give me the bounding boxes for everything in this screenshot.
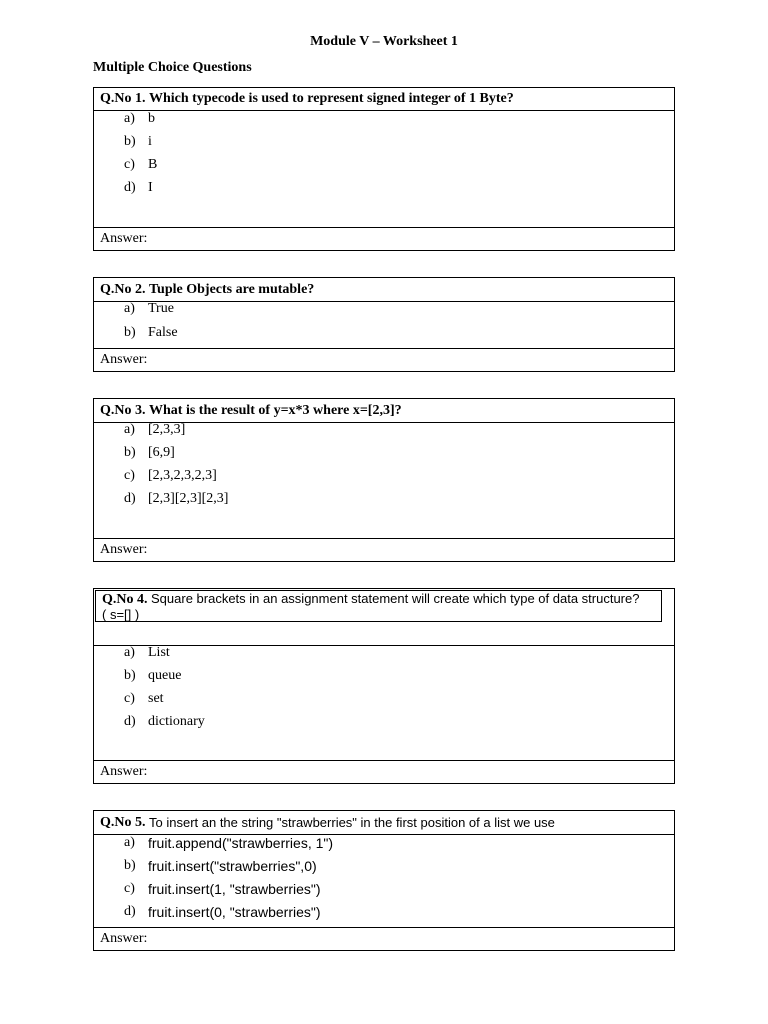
- section-heading: Multiple Choice Questions: [93, 60, 252, 75]
- question-1-text: Which typecode is used to represent signed integer of 1 Byte?: [149, 91, 514, 106]
- question-2-header: [94, 278, 674, 302]
- option-c: c) B: [124, 157, 158, 172]
- option-a: a) [2,3,3]: [124, 422, 186, 437]
- question-2-options: [94, 302, 674, 349]
- question-5-header: [94, 811, 674, 835]
- question-3-number: Q.No 3.: [100, 402, 146, 418]
- question-1-options: [94, 111, 674, 228]
- question-4-header: [94, 589, 674, 646]
- option-b: b) [6,9]: [124, 445, 175, 460]
- option-d: d) dictionary: [124, 714, 205, 729]
- answer-line: Answer:: [100, 931, 148, 946]
- question-3-options: [94, 423, 674, 539]
- question-2-text: Tuple Objects are mutable?: [149, 281, 315, 297]
- question-1: [93, 87, 675, 251]
- question-5-text: To insert an the string "strawberries" in the first position of a list we use: [149, 815, 555, 830]
- option-a: a) True: [124, 301, 174, 316]
- question-4-options: [94, 646, 674, 761]
- question-1-header: [94, 88, 674, 111]
- option-d: d) [2,3][2,3][2,3]: [124, 491, 229, 506]
- question-3: [93, 398, 675, 562]
- option-c: c) fruit.insert(1, "strawberries"): [124, 881, 321, 897]
- worksheet-title: Module V – Worksheet 1: [310, 34, 458, 49]
- question-4-number: Q.No 4.: [102, 592, 148, 607]
- option-d: d) fruit.insert(0, "strawberries"): [124, 904, 321, 920]
- question-5-options: [94, 835, 674, 928]
- question-5-number: Q.No 5.: [100, 814, 146, 830]
- option-b: b) i: [124, 134, 152, 149]
- question-4-text: Square brackets in an assignment statement will create which type of data structure?: [151, 591, 640, 606]
- option-b: b) False: [124, 325, 178, 340]
- option-b: b) fruit.insert("strawberries",0): [124, 858, 317, 874]
- question-4-code: ( s=[] ): [102, 607, 140, 622]
- answer-line: Answer:: [100, 231, 148, 246]
- option-b: b) queue: [124, 668, 182, 683]
- question-3-text: What is the result of y=x*3 where x=[2,3]?: [149, 402, 402, 418]
- answer-line: Answer:: [100, 352, 148, 367]
- option-a: a) List: [124, 645, 170, 660]
- option-c: c) set: [124, 691, 164, 706]
- option-c: c) [2,3,2,3,2,3]: [124, 468, 217, 483]
- option-a: a) b: [124, 111, 155, 126]
- answer-line: Answer:: [100, 542, 148, 557]
- option-a: a) fruit.append("strawberries, 1"): [124, 835, 334, 851]
- question-2: [93, 277, 675, 372]
- option-d: d) I: [124, 180, 153, 195]
- question-1-number: Q.No 1.: [100, 91, 146, 106]
- answer-line: Answer:: [100, 764, 148, 779]
- question-2-number: Q.No 2.: [100, 281, 146, 297]
- question-4-inner-box: [95, 590, 662, 622]
- question-4: [93, 588, 675, 784]
- question-5: [93, 810, 675, 951]
